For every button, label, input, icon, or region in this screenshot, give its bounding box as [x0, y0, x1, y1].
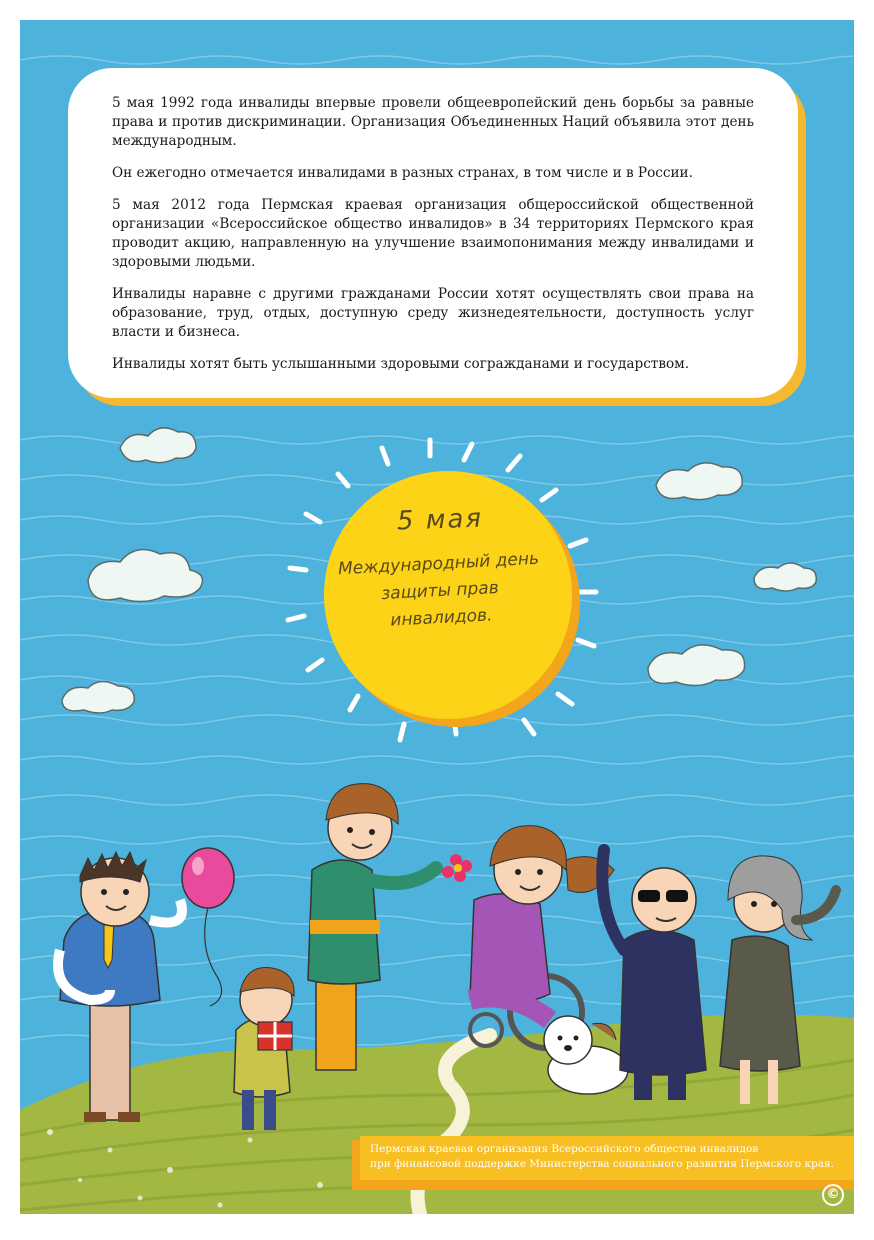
paragraph-3: 5 мая 2012 года Пермская краевая организация общероссийской общественной организации «Всероссийское общество инвалидов» в 34 территориях Пермского края проводит акцию, направленную на улучшение взаимопонимания между инвалидами и здоровыми людьми.: [112, 197, 754, 270]
sun-caption-line-1: Международный день: [337, 548, 540, 580]
girl-in-wheelchair-figure: [470, 826, 614, 1048]
cloud-icon: [120, 428, 196, 463]
cloud-icon: [62, 681, 134, 713]
sun-caption-line-3: инвалидов.: [389, 605, 493, 631]
poster: [20, 20, 854, 1214]
sun-label: [320, 505, 560, 632]
paragraph-1: 5 мая 1992 года инвалиды впервые провели общеевропейский день борьбы за равные права и против дискриминации. Организация Объединенных Наций объявила этот день международным.: [112, 95, 754, 149]
cloud-icon: [656, 463, 742, 500]
paragraph-5: Инвалиды хотят быть услышанными здоровыми согражданами и государством.: [112, 356, 690, 372]
flower-icon: [442, 854, 472, 882]
paragraph-2: Он ежегодно отмечается инвалидами в разных странах, в том числе и в России.: [112, 165, 693, 181]
sun-caption: [318, 545, 562, 638]
sun-date: 5 мая: [396, 503, 484, 537]
copyright-icon: ©: [822, 1184, 844, 1206]
cloud-icon: [754, 563, 816, 591]
sun-caption-line-2: защиты прав: [380, 577, 500, 605]
cloud-icon: [648, 645, 745, 686]
balloon-icon: [182, 848, 234, 1006]
footer-line-2: при финансовой поддержке Министерства социального развития Пермского края.: [370, 1158, 834, 1170]
footer-line-1: Пермская краевая организация Всероссийского общества инвалидов: [370, 1143, 759, 1155]
cloud-icon: [88, 550, 202, 602]
footer-banner: [360, 1136, 854, 1180]
woman-figure: [308, 784, 472, 1070]
paragraph-4: Инвалиды наравне с другими гражданами России хотят осуществлять свои права на образование, труд, отдых, доступную среду жизнедеятельности, доступность услуг власти и бизнеса.: [112, 286, 754, 340]
